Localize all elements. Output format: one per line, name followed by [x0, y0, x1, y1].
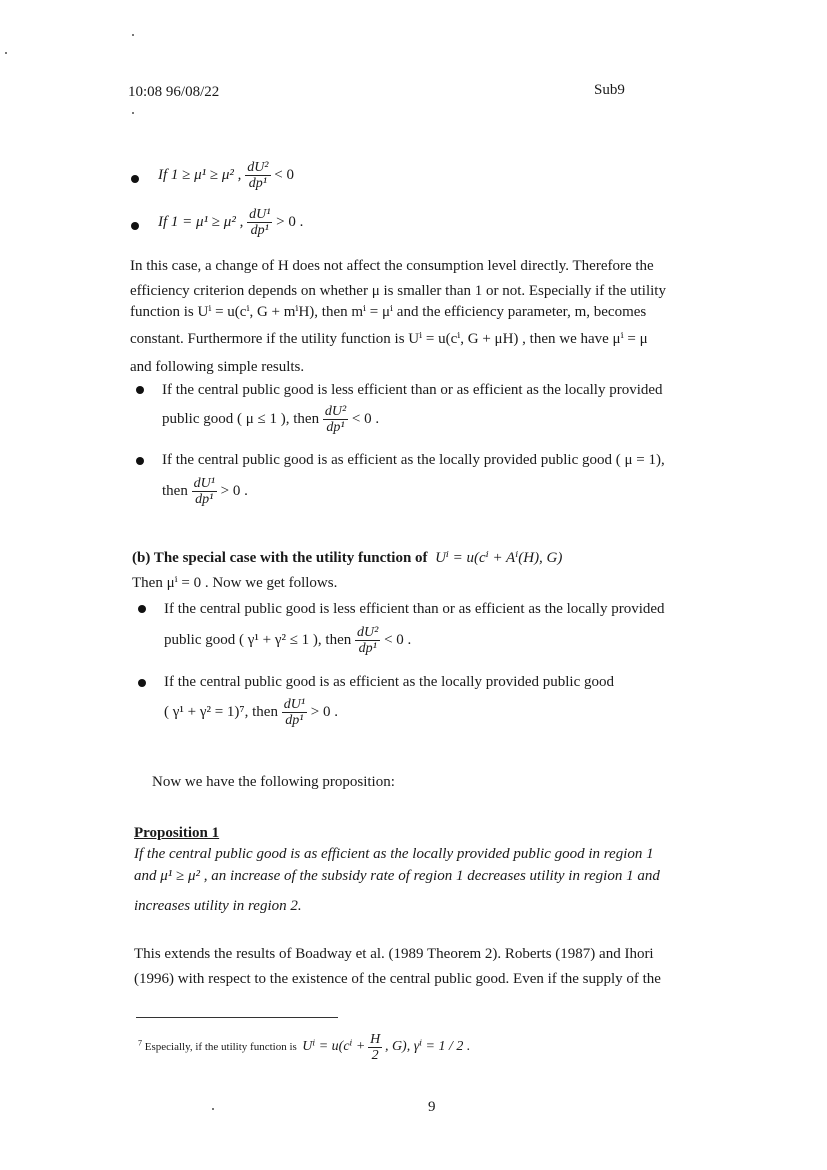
fraction-denominator: dp¹ — [326, 420, 345, 435]
bullet-icon — [138, 605, 146, 613]
result-prefix: ( γ¹ + γ² = 1)⁷, then — [164, 703, 278, 720]
paragraph-line: constant. Furthermore if the utility function is Uⁱ = u(cⁱ, G + μH) , then we have μⁱ = μ — [130, 331, 648, 347]
footnote-fraction — [368, 1032, 382, 1063]
page-number: 9 — [428, 1099, 436, 1115]
bullet-icon — [136, 457, 144, 465]
scan-speck — [5, 52, 7, 54]
result-prefix: public good ( μ ≤ 1 ), then — [162, 410, 320, 427]
result-line-math — [162, 404, 379, 435]
result-line: If the central public good is as efficient as the locally provided public good — [164, 674, 615, 690]
fraction-denominator: dp¹ — [285, 713, 304, 728]
paragraph-line: function is Uⁱ = u(cⁱ, G + mⁱH), then mⁱ = μⁱ and the efficiency parameter, m, becomes — [130, 304, 647, 320]
paragraph-line: and following simple results. — [130, 359, 305, 375]
paragraph-line: In this case, a change of H does not affect the consumption level directly. Therefore the — [130, 258, 654, 274]
scan-speck — [212, 1108, 214, 1110]
proposition-intro: Now we have the following proposition: — [152, 774, 395, 790]
section-heading-text: (b) The special case with the utility function of — [132, 550, 428, 566]
footnote-marker: 7 — [138, 1038, 142, 1048]
inequality-text: > 0 . — [276, 213, 304, 230]
header-timestamp: 10:08 96/08/22 — [128, 84, 220, 100]
result-line-math — [162, 476, 248, 507]
fraction-numerator: H — [370, 1032, 381, 1047]
result-line: If the central public good is as efficient as the locally provided public good ( μ = 1), — [162, 452, 665, 468]
inequality-text: < 0 — [274, 166, 294, 183]
result-line-math — [164, 625, 411, 656]
footnote-math-suffix: , G), γⁱ = 1 / 2 . — [384, 1039, 471, 1055]
derivative-fraction — [282, 697, 307, 728]
condition-text: If 1 ≥ μ¹ ≥ μ² , — [158, 166, 242, 183]
bullet-icon — [131, 222, 139, 230]
fraction-denominator: dp¹ — [195, 492, 214, 507]
bullet-icon — [138, 679, 146, 687]
fraction-numerator: dU¹ — [193, 476, 215, 491]
footnote-math-prefix: Uⁱ = u(cⁱ + — [302, 1039, 366, 1055]
inequality-text: > 0 . — [220, 482, 248, 499]
proposition-line: and μ¹ ≥ μ² , an increase of the subsidy rate of region 1 decreases utility in region 1 and — [134, 868, 660, 884]
result-prefix: then — [162, 482, 188, 499]
fraction-numerator: dU¹ — [249, 207, 271, 222]
case-a-bullet-2 — [158, 207, 303, 238]
result-prefix: public good ( γ¹ + γ² ≤ 1 ), then — [164, 631, 352, 648]
paragraph-line: (1996) with respect to the existence of the central public good. Even if the supply of the — [134, 971, 661, 987]
inequality-text: < 0 . — [384, 631, 412, 648]
fraction-denominator: 2 — [371, 1048, 379, 1063]
footnote-rule — [136, 1017, 338, 1018]
section-b-then: Then μⁱ = 0 . Now we get follows. — [132, 575, 338, 591]
bullet-icon — [131, 175, 139, 183]
derivative-fraction — [247, 207, 272, 238]
inequality-text: > 0 . — [310, 703, 338, 720]
fraction-denominator: dp¹ — [358, 641, 377, 656]
fraction-denominator: dp¹ — [250, 223, 269, 238]
scan-speck — [132, 34, 134, 36]
footnote-text: Especially, if the utility function is — [144, 1041, 297, 1054]
derivative-fraction — [192, 476, 217, 507]
derivative-fraction — [245, 160, 270, 191]
footnote — [138, 1032, 470, 1063]
header-doc-id: Sub9 — [594, 82, 625, 98]
condition-text: If 1 = μ¹ ≥ μ² , — [158, 213, 244, 230]
proposition-line: If the central public good is as efficient as the locally provided public good in region 1 — [134, 846, 654, 862]
fraction-numerator: dU¹ — [283, 697, 306, 712]
result-line: If the central public good is less efficient than or as efficient as the locally provided — [162, 382, 663, 398]
result-line-math — [164, 697, 338, 728]
fraction-numerator: dU² — [357, 625, 379, 640]
paragraph-line: This extends the results of Boadway et al. (1989 Theorem 2). Roberts (1987) and Ihori — [134, 946, 654, 962]
inequality-text: < 0 . — [351, 410, 380, 427]
fraction-numerator: dU² — [247, 160, 269, 175]
scan-speck — [132, 112, 134, 114]
section-b-heading — [132, 549, 562, 567]
proposition-title: Proposition 1 — [134, 825, 220, 841]
derivative-fraction — [323, 404, 348, 435]
case-a-bullet-1 — [158, 160, 294, 191]
result-line: If the central public good is less efficient than or as efficient as the locally provided — [164, 601, 665, 617]
fraction-denominator: dp¹ — [248, 176, 267, 191]
bullet-icon — [136, 386, 144, 394]
derivative-fraction — [355, 625, 380, 656]
section-heading-math: Uⁱ = u(cⁱ + Aⁱ(H), G) — [435, 550, 563, 566]
fraction-numerator: dU² — [324, 404, 347, 419]
paragraph-line: efficiency criterion depends on whether μ is smaller than 1 or not. Especially if the utility — [130, 283, 666, 299]
proposition-line: increases utility in region 2. — [134, 898, 302, 914]
